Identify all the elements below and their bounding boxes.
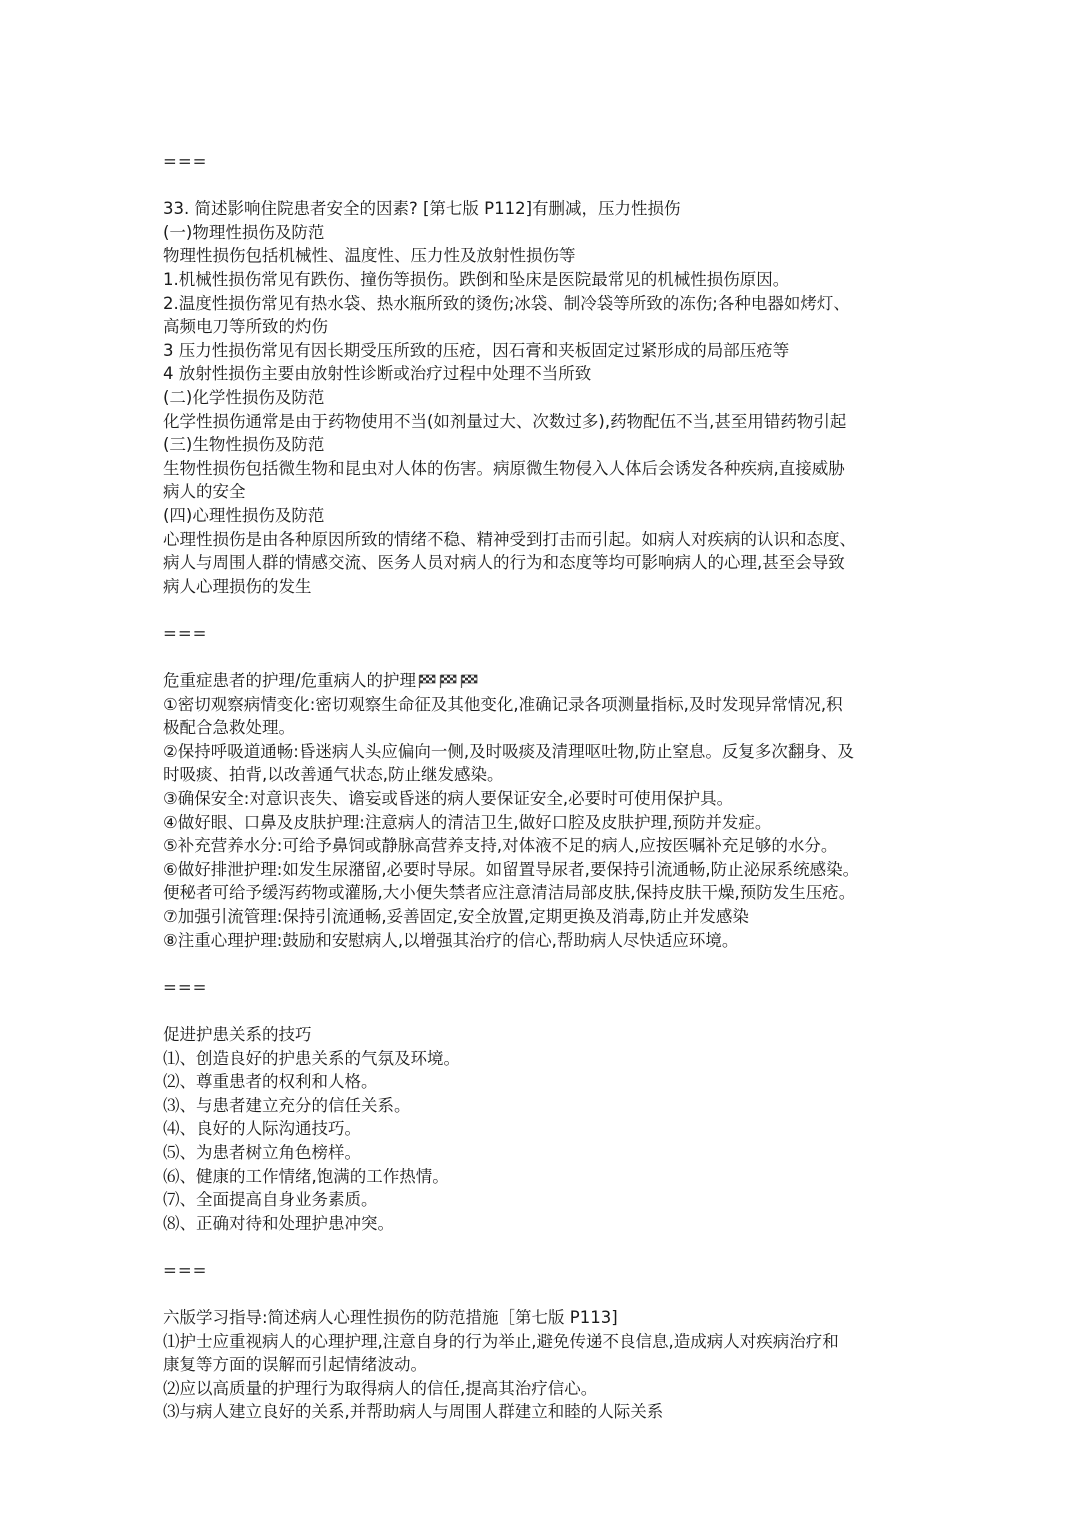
text-line: 心理性损伤是由各种原因所致的情绪不稳、精神受到打击而引起。如病人对疾病的认识和态度、 (163, 529, 856, 549)
text-line: 4 放射性损伤主要由放射性诊断或治疗过程中处理不当所致 (163, 364, 592, 384)
section-title: 33. 简述影响住院患者安全的因素? [第七版 P112]有删减，压力性损伤 (163, 199, 681, 219)
text-line: 1.机械性损伤常见有跌伤、撞伤等损伤。跌倒和坠床是医院最常见的机械性损伤原因。 (163, 269, 790, 289)
list-item: ⑷、良好的人际沟通技巧。 (163, 1119, 361, 1139)
checkered-flag-icon (439, 674, 458, 688)
section-title: 危重症患者的护理/危重病人的护理 (163, 671, 417, 691)
list-item: ⑸、为患者树立角色榜样。 (163, 1142, 361, 1162)
text-line: 2.温度性损伤常见有热水袋、热水瓶所致的烫伤;冰袋、制冷袋等所致的冻伤;各种电器如烤灯、 (163, 293, 850, 313)
section-psychological-injury-prevention (163, 1306, 963, 1424)
text-line: (二)化学性损伤及防范 (163, 387, 325, 407)
section-separator: === (163, 977, 208, 997)
text-line: ⑤补充营养水分:可给予鼻饲或静脉高营养支持,对体液不足的病人,应按医嘱补充足够的水分。 (163, 836, 838, 856)
list-item: ⑶、与患者建立充分的信任关系。 (163, 1095, 411, 1115)
text-line: ⑥做好排泄护理:如发生尿潴留,必要时导尿。如留置导尿者,要保持引流通畅,防止泌尿系统感染。 (163, 859, 860, 879)
text-line: ①密切观察病情变化:密切观察生命征及其他变化,准确记录各项测量指标,及时发现异常情况,积 (163, 694, 843, 714)
text-line: 时吸痰、拍背,以改善通气状态,防止继发感染。 (163, 765, 504, 785)
section-separator: === (163, 152, 208, 171)
text-line: 康复等方面的误解而引起情绪波动。 (163, 1355, 427, 1375)
list-item: ⑵、尊重患者的权利和人格。 (163, 1072, 378, 1092)
text-line: 物理性损伤包括机械性、温度性、压力性及放射性损伤等 (163, 246, 576, 266)
list-item: ⑴、创造良好的护患关系的气氛及环境。 (163, 1048, 460, 1068)
text-line: ⑴护士应重视病人的心理护理,注意自身的行为举止,避免传递不良信息,造成病人对疾病治疗和 (163, 1331, 839, 1351)
section-nurse-patient-relationship (163, 1023, 963, 1235)
text-line: (三)生物性损伤及防范 (163, 435, 325, 455)
flag-icons (418, 670, 481, 694)
text-line: ⑵应以高质量的护理行为取得病人的信任,提高其治疗信心。 (163, 1378, 598, 1398)
text-line: ④做好眼、口鼻及皮肤护理:注意病人的清洁卫生,做好口腔及皮肤护理,预防并发症。 (163, 812, 772, 832)
list-item: ⑺、全面提高自身业务素质。 (163, 1190, 378, 1210)
checkered-flag-icon (460, 674, 479, 688)
document-page (163, 150, 963, 1424)
text-line: 便秘者可给予缓泻药物或灌肠,大小便失禁者应注意清洁局部皮肤,保持皮肤干燥,预防发生压疮。 (163, 883, 856, 903)
text-line: (四)心理性损伤及防范 (163, 505, 325, 525)
list-item: ⑻、正确对待和处理护患冲突。 (163, 1213, 394, 1233)
section-title: 六版学习指导:简述病人心理性损伤的防范措施［第七版 P113] (163, 1308, 618, 1328)
text-line: 化学性损伤通常是由于药物使用不当(如剂量过大、次数过多),药物配伍不当,甚至用错药物引起 (163, 411, 847, 431)
text-line: 病人的安全 (163, 482, 246, 502)
text-line: 极配合急救处理。 (163, 718, 295, 738)
text-line: 3 压力性损伤常见有因长期受压所致的压疮，因石膏和夹板固定过紧形成的局部压疮等 (163, 340, 790, 360)
text-line: 生物性损伤包括微生物和昆虫对人体的伤害。病原微生物侵入人体后会诱发各种疾病,直接威胁 (163, 458, 845, 478)
text-line: ⑶与病人建立良好的关系,并帮助病人与周围人群建立和睦的人际关系 (163, 1402, 664, 1422)
text-line: 病人与周围人群的情感交流、医务人员对病人的行为和态度等均可影响病人的心理,甚至会导致 (163, 553, 845, 573)
checkered-flag-icon (418, 674, 437, 688)
section-critical-care (163, 669, 963, 952)
text-line: ⑧注重心理护理:鼓励和安慰病人,以增强其治疗的信心,帮助病人尽快适应环境。 (163, 930, 739, 950)
text-line: 病人心理损伤的发生 (163, 576, 312, 596)
section-title-row (163, 669, 963, 693)
section-separator: === (163, 1260, 208, 1280)
section-separator: === (163, 623, 208, 643)
list-item: ⑹、健康的工作情绪,饱满的工作热情。 (163, 1166, 449, 1186)
text-line: (一)物理性损伤及防范 (163, 222, 325, 242)
text-line: ③确保安全:对意识丧失、谵妄或昏迷的病人要保证安全,必要时可使用保护具。 (163, 789, 734, 809)
section-patient-safety (163, 197, 963, 598)
section-title: 促进护患关系的技巧 (163, 1024, 312, 1044)
text-line: ②保持呼吸道通畅:昏迷病人头应偏向一侧,及时吸痰及清理呕吐物,防止窒息。反复多次翻身、及 (163, 741, 854, 761)
text-line: 高频电刀等所致的灼伤 (163, 317, 328, 337)
text-line: ⑦加强引流管理:保持引流通畅,妥善固定,安全放置,定期更换及消毒,防止并发感染 (163, 907, 749, 926)
